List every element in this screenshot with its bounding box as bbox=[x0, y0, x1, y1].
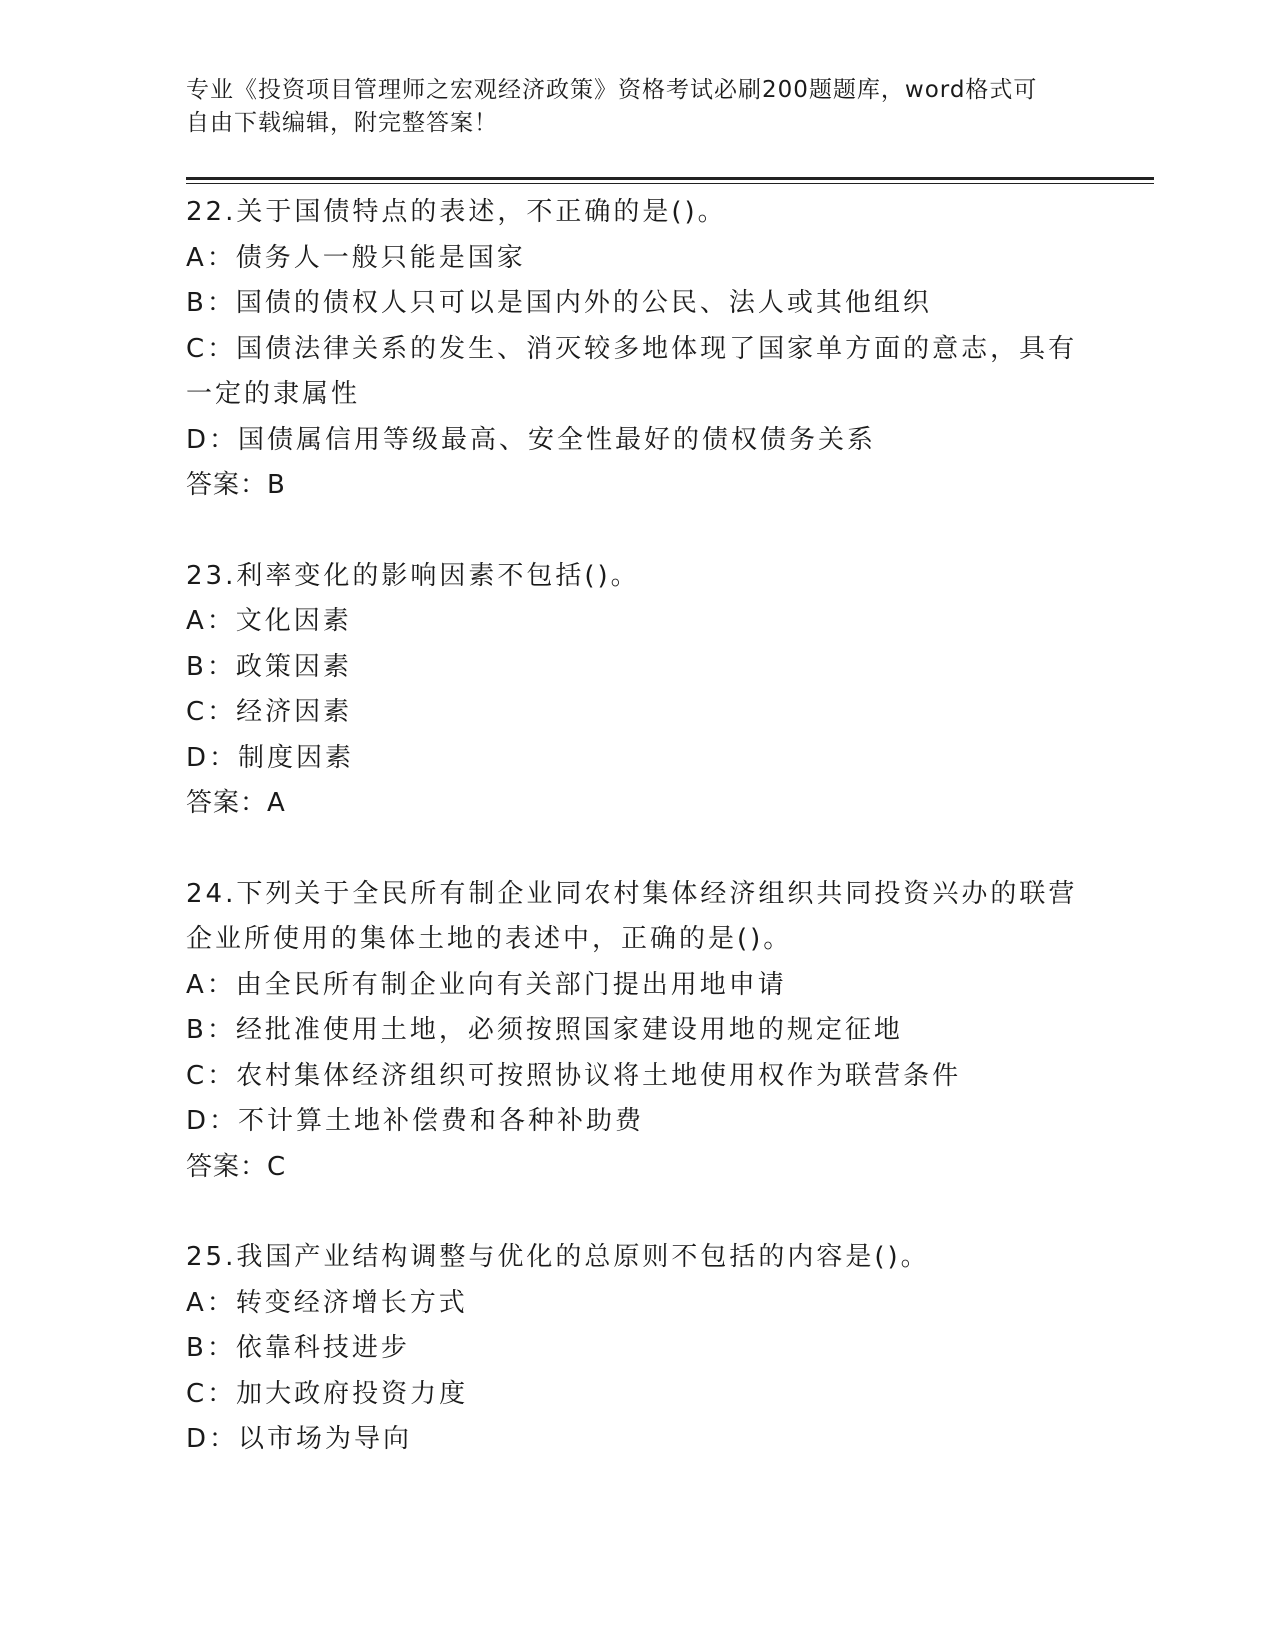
question-stem: 24.下列关于全民所有制企业同农村集体经济组织共同投资兴办的联营 bbox=[186, 878, 1078, 909]
answer-key: 答案：A bbox=[186, 788, 286, 818]
document-header bbox=[186, 74, 1076, 140]
question-stem: 23.利率变化的影响因素不包括()。 bbox=[186, 560, 640, 591]
question-block bbox=[186, 554, 1086, 827]
answer-option: D：不计算土地补偿费和各种补助费 bbox=[186, 1106, 645, 1136]
header-line-2: 自由下载编辑，附完整答案！ bbox=[186, 110, 498, 136]
answer-option: A：转变经济增长方式 bbox=[186, 1287, 468, 1318]
answer-key: 答案：B bbox=[186, 470, 286, 500]
answer-option: A：债务人一般只能是国家 bbox=[186, 242, 526, 273]
answer-option: C：农村集体经济组织可按照协议将土地使用权作为联营条件 bbox=[186, 1060, 962, 1091]
answer-option: B：经批准使用土地，必须按照国家建设用地的规定征地 bbox=[186, 1015, 903, 1045]
answer-key: 答案：C bbox=[186, 1151, 287, 1182]
answer-option: C：加大政府投资力度 bbox=[186, 1378, 469, 1409]
answer-option: B：政策因素 bbox=[186, 651, 352, 682]
question-block bbox=[186, 1235, 1086, 1463]
question-stem: 企业所使用的集体土地的表述中，正确的是()。 bbox=[186, 924, 793, 954]
question-block bbox=[186, 872, 1086, 1191]
header-line-1: 专业《投资项目管理师之宏观经济政策》资格考试必刷200题题库，word格式可 bbox=[186, 77, 1038, 103]
answer-option: D：制度因素 bbox=[186, 742, 355, 773]
question-list bbox=[186, 190, 1086, 1463]
question-spacer bbox=[186, 509, 1086, 554]
question-spacer bbox=[186, 1190, 1086, 1235]
header-rule-thin bbox=[186, 183, 1154, 184]
question-stem: 25.我国产业结构调整与优化的总原则不包括的内容是()。 bbox=[186, 1242, 930, 1272]
answer-option: A：由全民所有制企业向有关部门提出用地申请 bbox=[186, 969, 787, 1000]
answer-option: D：国债属信用等级最高、安全性最好的债权债务关系 bbox=[186, 424, 877, 455]
question-spacer bbox=[186, 827, 1086, 872]
answer-option: 一定的隶属性 bbox=[186, 379, 361, 409]
header-rule-thick bbox=[186, 177, 1154, 180]
answer-option: C：经济因素 bbox=[186, 697, 353, 727]
question-block bbox=[186, 190, 1086, 509]
answer-option: D：以市场为导向 bbox=[186, 1424, 413, 1454]
answer-option: C：国债法律关系的发生、消灭较多地体现了国家单方面的意志，具有 bbox=[186, 333, 1078, 364]
answer-option: B：依靠科技进步 bbox=[186, 1333, 410, 1363]
answer-option: B：国债的债权人只可以是国内外的公民、法人或其他组织 bbox=[186, 288, 932, 318]
answer-option: A：文化因素 bbox=[186, 606, 352, 636]
question-stem: 22.关于国债特点的表述，不正确的是()。 bbox=[186, 197, 727, 227]
